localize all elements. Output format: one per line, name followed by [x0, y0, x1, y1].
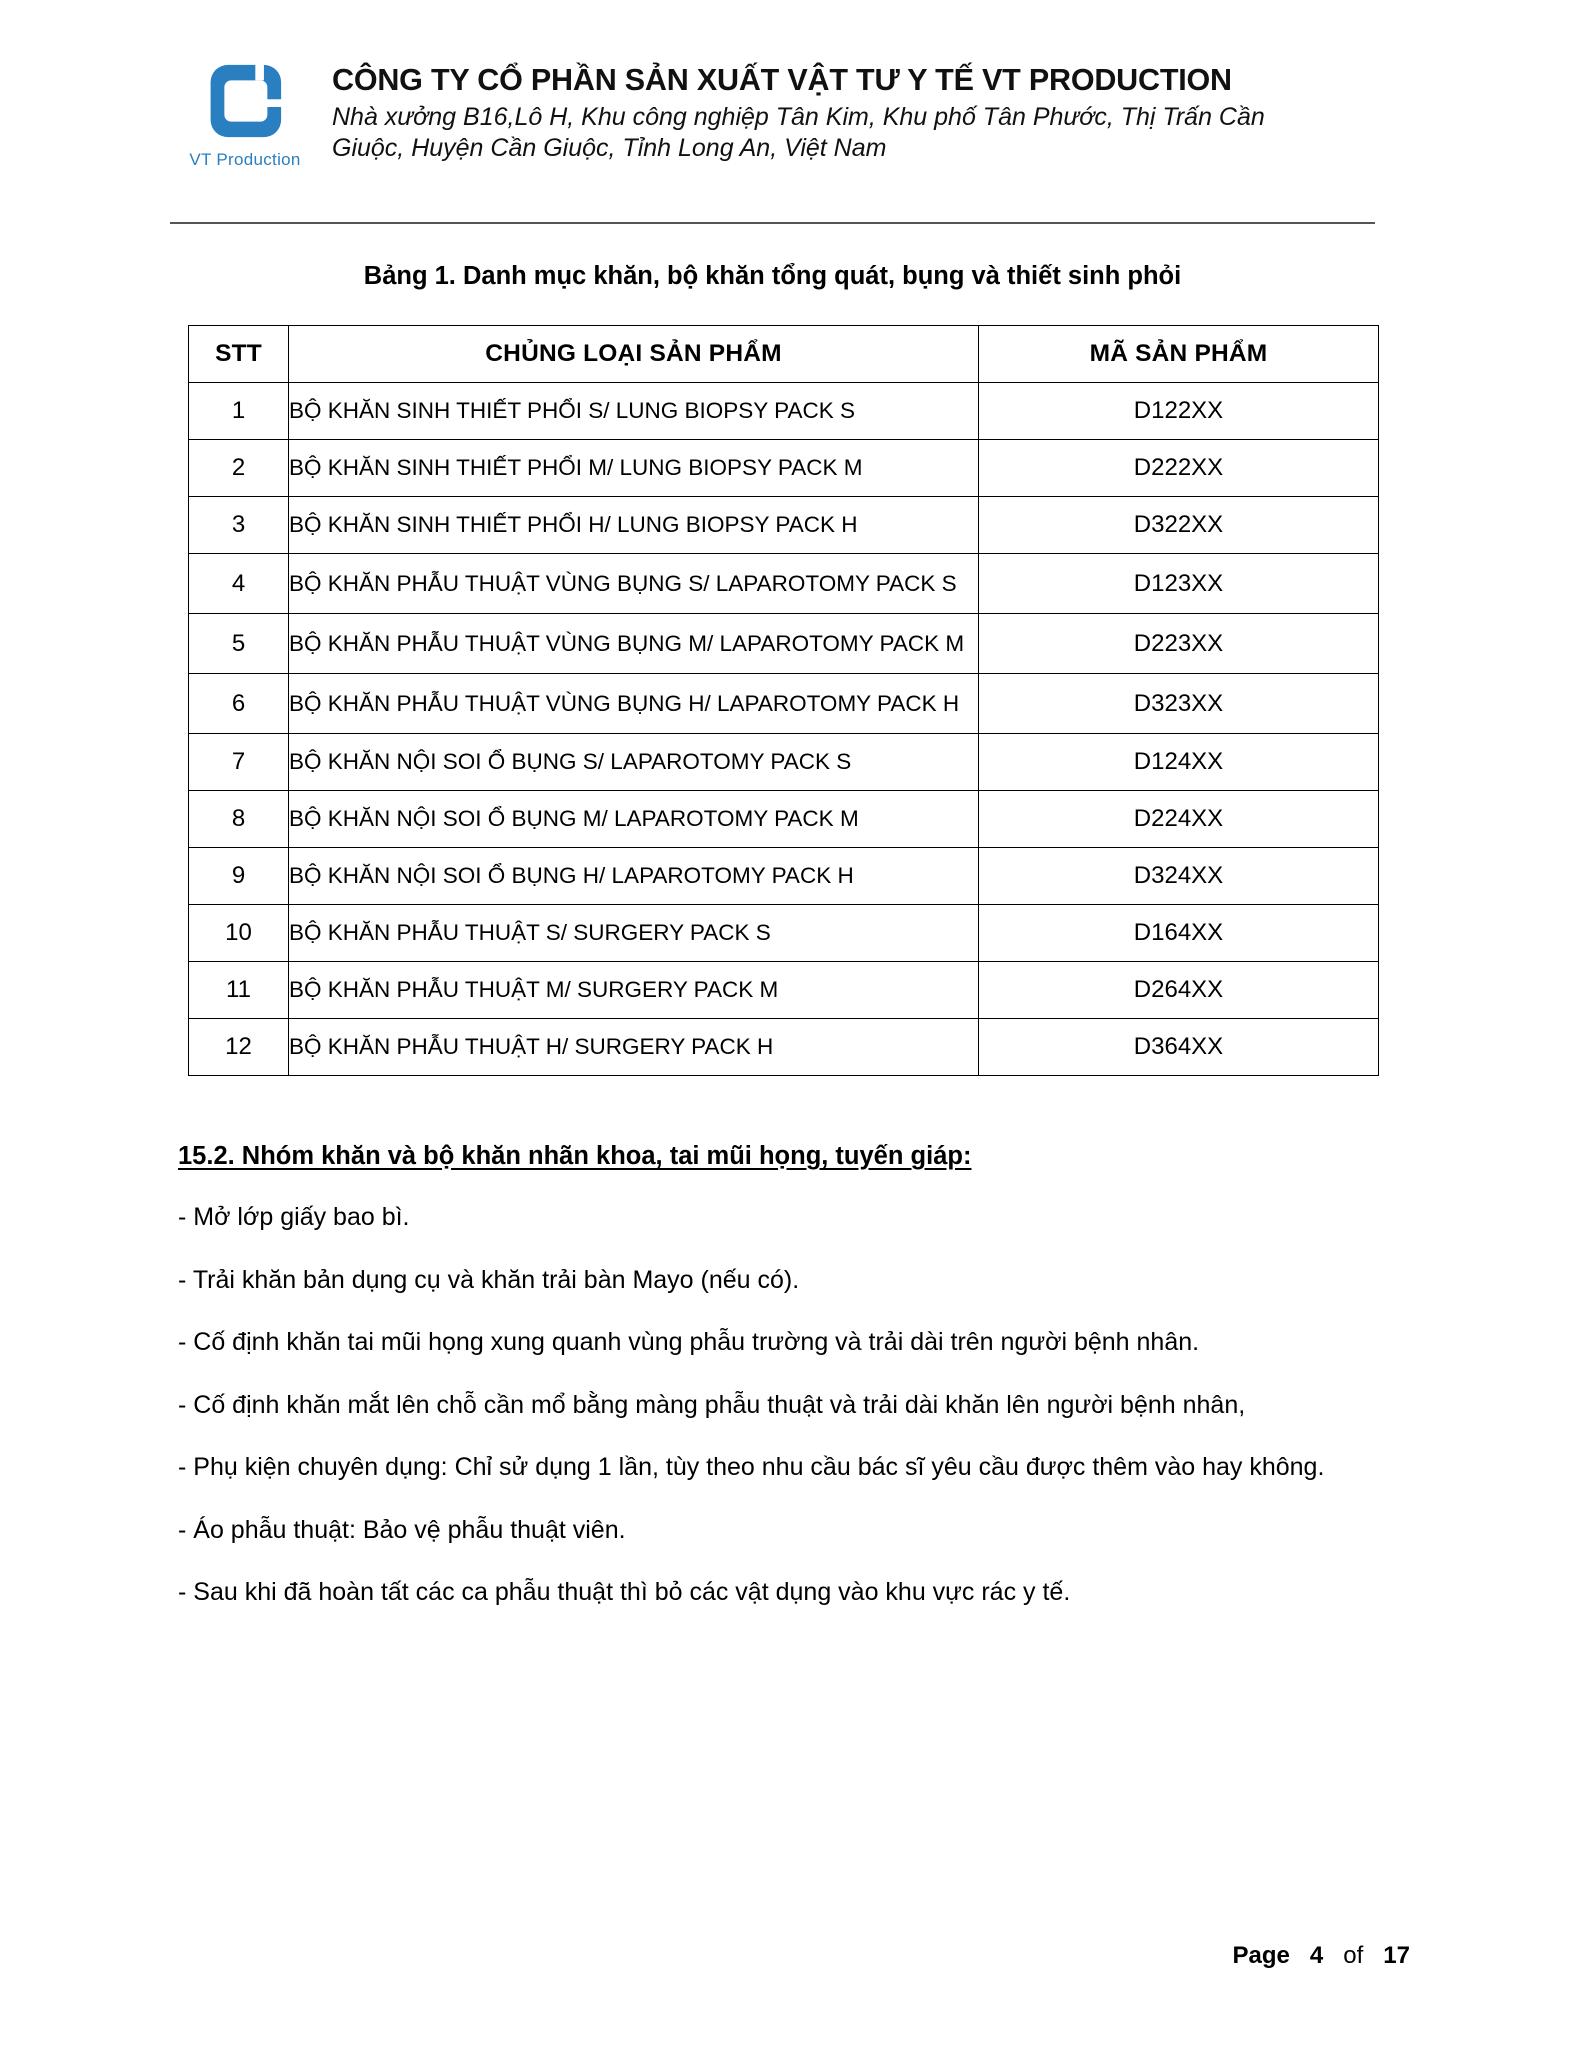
cell-stt: 7 — [189, 734, 289, 791]
cell-stt: 10 — [189, 905, 289, 962]
table-header — [189, 326, 1379, 383]
section-paragraph: - Phụ kiện chuyên dụng: Chỉ sử dụng 1 lần, tùy theo nhu cầu bác sĩ yêu cầu được thêm vào hay không. — [178, 1453, 1325, 1481]
table-row — [189, 905, 1379, 962]
cell-product-type: BỘ KHĂN NỘI SOI Ổ BỤNG H/ LAPAROTOMY PACK H — [289, 848, 979, 905]
table-row — [189, 734, 1379, 791]
cell-product-code: D224XX — [979, 791, 1379, 848]
cell-product-code: D222XX — [979, 440, 1379, 497]
table-body — [189, 383, 1379, 1076]
cell-product-type: BỘ KHĂN SINH THIẾT PHỔI M/ LUNG BIOPSY PACK M — [289, 440, 979, 497]
section-paragraph: - Cố định khăn mắt lên chỗ cần mổ bằng màng phẫu thuật và trải dài khăn lên người bệnh nhân, — [178, 1390, 1246, 1419]
table-row — [189, 848, 1379, 905]
cell-product-code: D124XX — [979, 734, 1379, 791]
table-row — [189, 554, 1379, 614]
company-address: Nhà xưởng B16,Lô H, Khu công nghiệp Tân Kim, Khu phố Tân Phước, Thị Trấn Cần Giuộc, Huyện Cần Giuộc, Tỉnh Long An, Việt Nam — [332, 102, 1265, 162]
cell-stt: 2 — [189, 440, 289, 497]
cell-product-code: D323XX — [979, 674, 1379, 734]
cell-product-type: BỘ KHĂN PHẪU THUẬT H/ SURGERY PACK H — [289, 1019, 979, 1076]
company-name: CÔNG TY CỔ PHẦN SẢN XUẤT VẬT TƯ Y TẾ VT PRODUCTION — [332, 63, 1232, 97]
footer-page-word: Page — [1232, 1942, 1290, 1969]
table-row — [189, 791, 1379, 848]
product-table — [188, 325, 1379, 1076]
logo-caption: VT Production — [189, 150, 301, 169]
footer-total-pages: 17 — [1383, 1942, 1410, 1969]
cell-stt: 3 — [189, 497, 289, 554]
cell-product-type: BỘ KHĂN SINH THIẾT PHỔI S/ LUNG BIOPSY PACK S — [289, 383, 979, 440]
cell-product-code: D122XX — [979, 383, 1379, 440]
cell-product-code: D264XX — [979, 962, 1379, 1019]
section-paragraph: - Mở lớp giấy bao bì. — [178, 1203, 410, 1231]
cell-product-type: BỘ KHĂN PHẪU THUẬT VÙNG BỤNG H/ LAPAROTOMY PACK H — [289, 674, 979, 734]
cell-product-type: BỘ KHĂN SINH THIẾT PHỔI H/ LUNG BIOPSY PACK H — [289, 497, 979, 554]
table-header-row — [189, 326, 1379, 383]
section-paragraph: - Sau khi đã hoàn tất các ca phẫu thuật thì bỏ các vật dụng vào khu vực rác y tế. — [178, 1578, 1071, 1606]
cell-stt: 9 — [189, 848, 289, 905]
cell-product-code: D364XX — [979, 1019, 1379, 1076]
cell-stt: 8 — [189, 791, 289, 848]
page-footer — [1233, 1942, 1411, 1970]
cell-stt: 5 — [189, 614, 289, 674]
cell-product-code: D324XX — [979, 848, 1379, 905]
cell-stt: 1 — [189, 383, 289, 440]
section-heading: 15.2. Nhóm khăn và bộ khăn nhãn khoa, tai mũi họng, tuyến giáp: — [178, 1142, 972, 1170]
table-caption: Bảng 1. Danh mục khăn, bộ khăn tổng quát, bụng và thiết sinh phỏi — [363, 262, 1182, 290]
cell-product-type: BỘ KHĂN PHẪU THUẬT S/ SURGERY PACK S — [289, 905, 979, 962]
table-row — [189, 1019, 1379, 1076]
footer-current-page: 4 — [1309, 1942, 1324, 1969]
footer-of-word: of — [1343, 1942, 1364, 1969]
cell-stt: 4 — [189, 554, 289, 614]
section-paragraph: - Cố định khăn tai mũi họng xung quanh vùng phẫu trường và trải dài trên người bệnh nhân. — [178, 1328, 1200, 1356]
section-paragraph-list — [178, 1200, 1378, 1638]
document-header — [170, 50, 1410, 170]
column-header-product-code: MÃ SẢN PHẨM — [979, 326, 1379, 383]
cell-product-type: BỘ KHĂN PHẪU THUẬT VÙNG BỤNG M/ LAPAROTOMY PACK M — [289, 614, 979, 674]
cell-product-type: BỘ KHĂN NỘI SOI Ổ BỤNG M/ LAPAROTOMY PACK M — [289, 791, 979, 848]
section-paragraph: - Áo phẫu thuật: Bảo vệ phẫu thuật viên. — [178, 1515, 626, 1544]
cell-product-code: D164XX — [979, 905, 1379, 962]
section-paragraph: - Trải khăn bản dụng cụ và khăn trải bàn Mayo (nếu có). — [178, 1265, 800, 1294]
cell-product-code: D322XX — [979, 497, 1379, 554]
cell-product-code: D223XX — [979, 614, 1379, 674]
table-row — [189, 383, 1379, 440]
table-row — [189, 497, 1379, 554]
table-row — [189, 614, 1379, 674]
vt-production-logo-icon — [202, 58, 288, 144]
table-row — [189, 440, 1379, 497]
cell-product-type: BỘ KHĂN PHẪU THUẬT M/ SURGERY PACK M — [289, 962, 979, 1019]
cell-product-code: D123XX — [979, 554, 1379, 614]
table-row — [189, 962, 1379, 1019]
cell-stt: 12 — [189, 1019, 289, 1076]
cell-stt: 6 — [189, 674, 289, 734]
table-row — [189, 674, 1379, 734]
cell-product-type: BỘ KHĂN NỘI SOI Ổ BỤNG S/ LAPAROTOMY PACK S — [289, 734, 979, 791]
header-divider — [170, 222, 1375, 224]
column-header-product-type: CHỦNG LOẠI SẢN PHẨM — [289, 326, 979, 383]
cell-stt: 11 — [189, 962, 289, 1019]
column-header-stt: STT — [189, 326, 289, 383]
cell-product-type: BỘ KHĂN PHẪU THUẬT VÙNG BỤNG S/ LAPAROTOMY PACK S — [289, 554, 979, 614]
header-text-block — [320, 50, 1410, 164]
company-logo — [170, 50, 320, 170]
